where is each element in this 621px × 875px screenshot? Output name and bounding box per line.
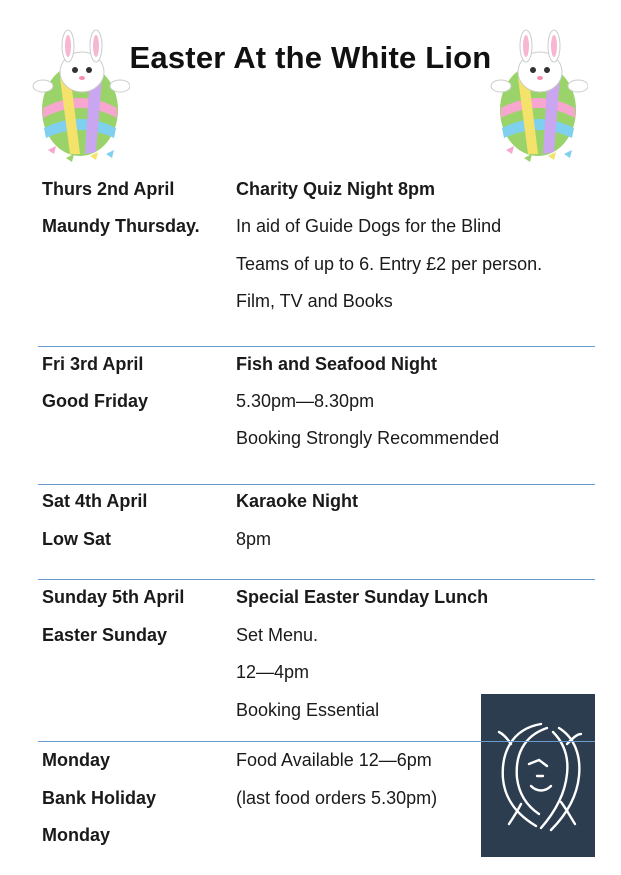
section-divider <box>38 346 595 347</box>
event-detail: In aid of Guide Dogs for the Blind <box>236 216 502 236</box>
lion-logo <box>481 694 595 857</box>
event-detail: 12—4pm <box>236 662 310 682</box>
easter-bunny-egg-icon-right <box>488 28 588 168</box>
event-title: Fish and Seafood Night <box>236 354 437 374</box>
event-detail: Booking Essential <box>236 700 380 720</box>
event-detail: 8pm <box>236 529 272 549</box>
event-title: Food Available 12—6pm <box>236 750 432 770</box>
event-detail: Film, TV and Books <box>236 291 393 311</box>
event-day-name: Low Sat <box>42 529 112 549</box>
event-date: Thurs 2nd April <box>42 179 175 199</box>
event-date: Sunday 5th April <box>42 587 185 607</box>
page-title: Easter At the White Lion <box>129 40 492 75</box>
event-detail: (last food orders 5.30pm) <box>236 788 438 808</box>
event-detail: Set Menu. <box>236 625 319 645</box>
section-divider <box>38 741 595 742</box>
event-detail: Teams of up to 6. Entry £2 per person. <box>236 254 543 274</box>
event-day-name: Easter Sunday <box>42 625 168 645</box>
event-date: Fri 3rd April <box>42 354 144 374</box>
section-divider <box>38 579 595 580</box>
event-day-name: Bank Holiday <box>42 788 157 808</box>
bunny-egg-art <box>33 30 130 162</box>
event-title: Special Easter Sunday Lunch <box>236 587 489 607</box>
easter-bunny-egg-icon-left <box>30 28 130 168</box>
event-detail: Booking Strongly Recommended <box>236 428 500 448</box>
event-title: Charity Quiz Night 8pm <box>236 179 436 199</box>
event-date: Monday <box>42 750 111 770</box>
event-title: Karaoke Night <box>236 491 359 511</box>
event-date: Sat 4th April <box>42 491 148 511</box>
lion-head-logo-icon <box>481 694 595 857</box>
event-day-name: Maundy Thursday. <box>42 216 200 236</box>
event-day-name: Monday <box>42 825 111 845</box>
bunny-egg-art <box>491 30 588 162</box>
section-divider <box>38 484 595 485</box>
event-detail: 5.30pm—8.30pm <box>236 391 375 411</box>
event-day-name: Good Friday <box>42 391 149 411</box>
